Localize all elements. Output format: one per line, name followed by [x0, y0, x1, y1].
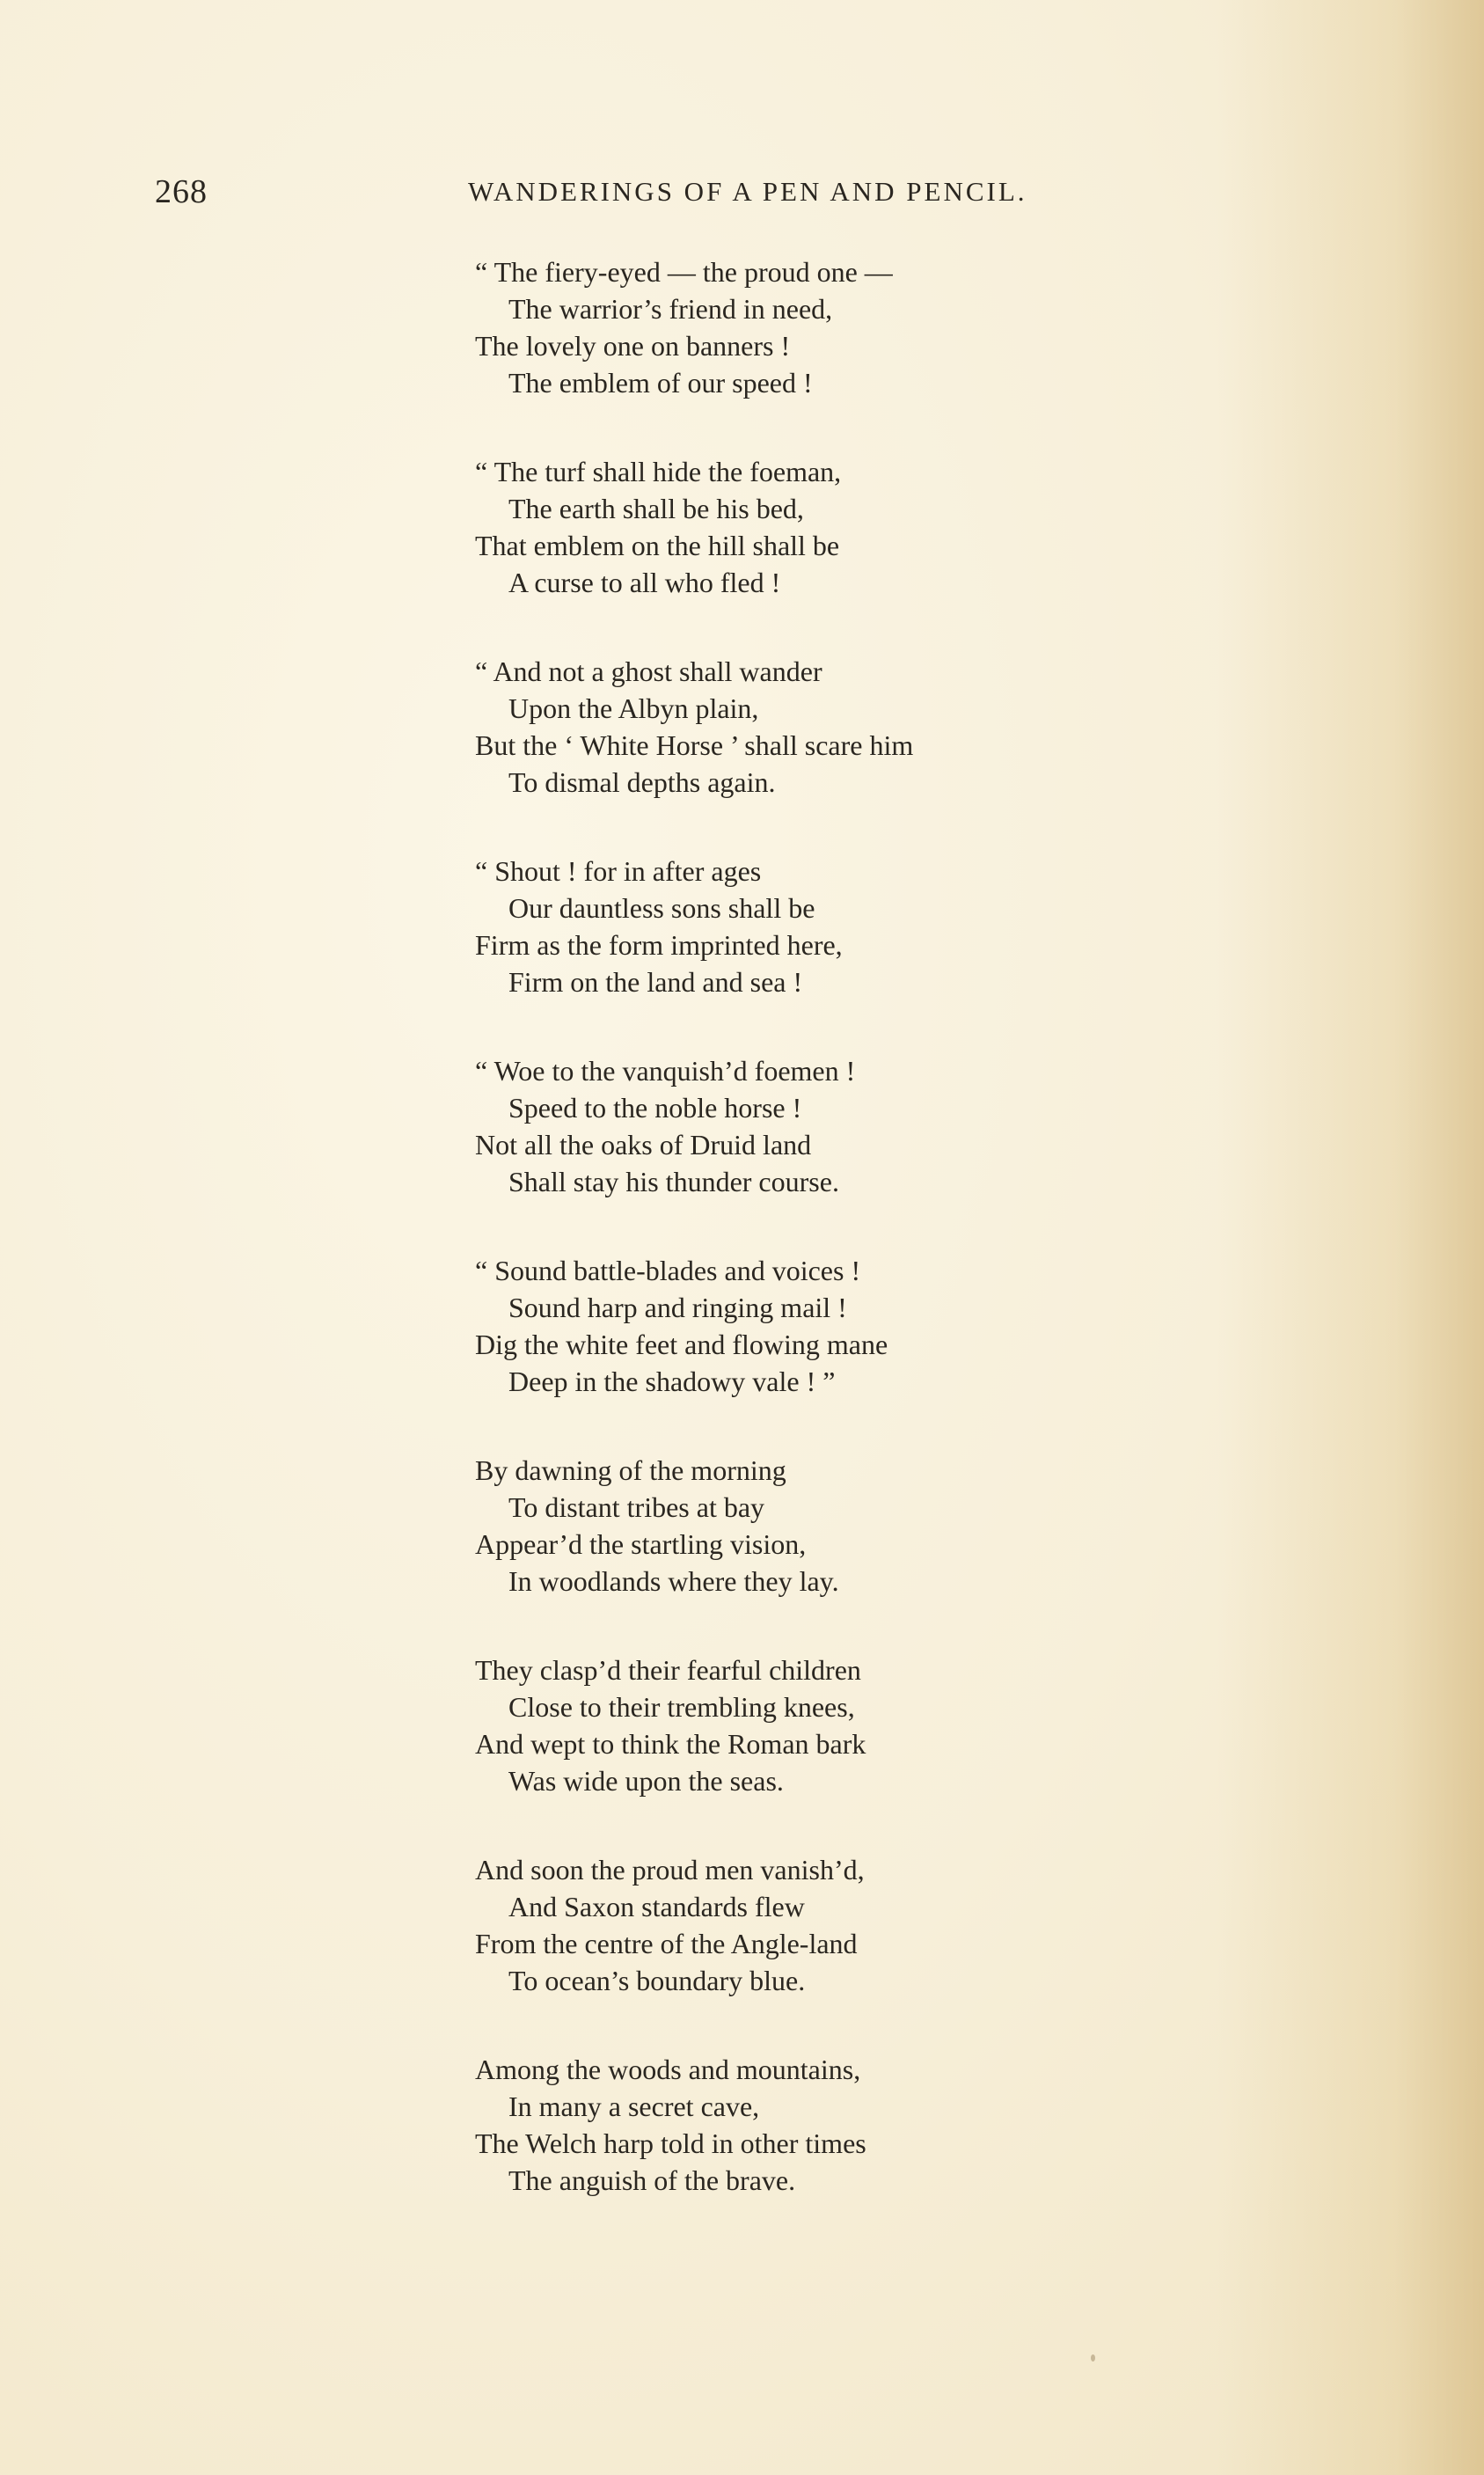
stanza-1 [475, 253, 1144, 401]
poem-line: Sound harp and ringing mail ! [508, 1292, 847, 1323]
poem-line: To distant tribes at bay [508, 1491, 765, 1523]
poem-line: “ And not a ghost shall wander [475, 655, 822, 687]
poem-line: “ Woe to the vanquish’d foemen ! [475, 1055, 856, 1087]
poem-line: The Welch harp told in other times [475, 2127, 866, 2159]
poem-line: The lovely one on banners ! [475, 330, 791, 362]
poem-line: Not all the oaks of Druid land [475, 1129, 812, 1161]
poem-line: Appear’d the startling vision, [475, 1528, 807, 1560]
stanza-7 [475, 1452, 1144, 1600]
stanza-9 [475, 1851, 1144, 1999]
poem-line: Was wide upon the seas. [508, 1765, 784, 1797]
poem-line: “ Shout ! for in after ages [475, 855, 762, 887]
poem-line: A curse to all who fled ! [508, 567, 781, 598]
running-title: WANDERINGS OF A PEN AND PENCIL. [468, 176, 1027, 207]
poem-line: The anguish of the brave. [508, 2164, 796, 2196]
poem [475, 253, 1144, 2251]
running-head [155, 172, 1119, 225]
poem-line: In woodlands where they lay. [508, 1565, 839, 1597]
poem-line: Shall stay his thunder course. [508, 1166, 839, 1197]
poem-line: “ Sound battle-blades and voices ! [475, 1255, 861, 1286]
stanza-4 [475, 853, 1144, 1000]
poem-line: Firm on the land and sea ! [508, 966, 803, 998]
paper-speck [1091, 2354, 1095, 2362]
poem-line: They clasp’d their fearful children [475, 1654, 861, 1686]
poem-line: Among the woods and mountains, [475, 2054, 861, 2085]
poem-line: And wept to think the Roman bark [475, 1728, 866, 1760]
stanza-10 [475, 2051, 1144, 2199]
poem-line: “ The fiery-eyed — the proud one — [475, 256, 893, 288]
stanza-5 [475, 1052, 1144, 1200]
page-number: 268 [155, 173, 208, 210]
poem-line: Speed to the noble horse ! [508, 1092, 802, 1124]
poem-line: The emblem of our speed ! [508, 367, 813, 399]
poem-line: To dismal depths again. [508, 766, 776, 798]
poem-line: Upon the Albyn plain, [508, 692, 759, 724]
poem-line: By dawning of the morning [475, 1454, 786, 1486]
poem-line: “ The turf shall hide the foeman, [475, 456, 842, 487]
poem-line: Dig the white feet and flowing mane [475, 1329, 888, 1360]
poem-line: That emblem on the hill shall be [475, 530, 840, 561]
stanza-3 [475, 653, 1144, 801]
poem-line: Our dauntless sons shall be [508, 892, 815, 924]
poem-line: And soon the proud men vanish’d, [475, 1854, 865, 1886]
stanza-2 [475, 453, 1144, 601]
poem-line: Deep in the shadowy vale ! ” [508, 1366, 836, 1397]
poem-line: But the ‘ White Horse ’ shall scare him [475, 729, 914, 761]
poem-line: In many a secret cave, [508, 2091, 760, 2122]
poem-line: To ocean’s boundary blue. [508, 1965, 806, 1996]
poem-line: The earth shall be his bed, [508, 493, 804, 524]
stanza-8 [475, 1651, 1144, 1799]
poem-line: And Saxon standards flew [508, 1891, 805, 1922]
poem-line: Firm as the form imprinted here, [475, 929, 843, 961]
poem-line: From the centre of the Angle-land [475, 1928, 858, 1959]
poem-line: The warrior’s friend in need, [508, 293, 833, 325]
poem-line: Close to their trembling knees, [508, 1691, 855, 1723]
stanza-6 [475, 1252, 1144, 1400]
